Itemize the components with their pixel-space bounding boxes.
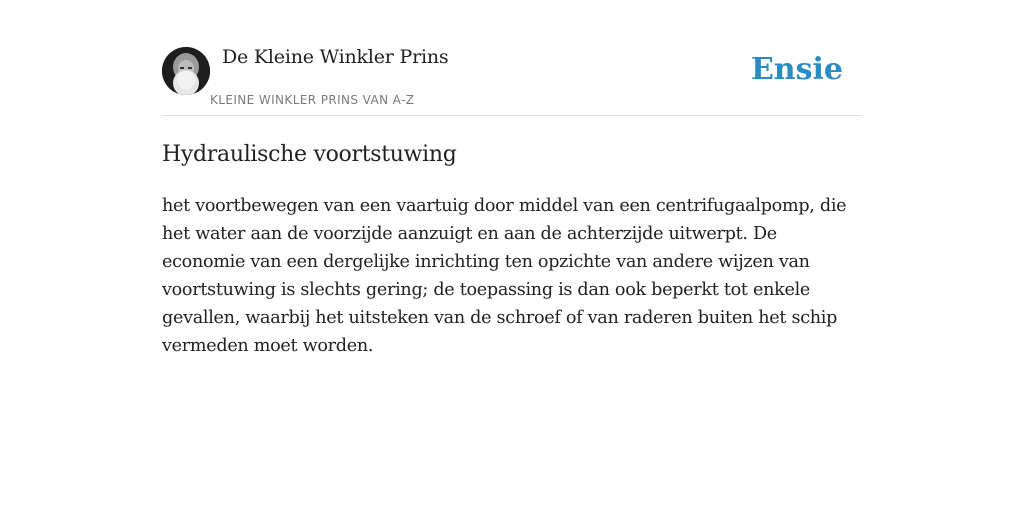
source-title[interactable]: De Kleine Winkler Prins bbox=[222, 46, 449, 68]
brand-logo[interactable]: Ensie bbox=[750, 52, 843, 87]
article-body: het voortbewegen van een vaartuig door middel van een centrifugaalpomp, die het water aan de voorzijde aanzuigt en aan de achterzijde uitwerpt. De economie van een dergelijke inrichting ten opzichte van andere wijzen van voortstuwing is slechts gering; de toepassing is dan ook beperkt tot enkele gevallen, waarbij het uitsteken van de schroef of van raderen buiten het schip vermeden moet worden. bbox=[162, 196, 847, 356]
portrait-avatar-icon[interactable] bbox=[162, 47, 210, 95]
content-container bbox=[162, 0, 862, 360]
source-header bbox=[162, 0, 862, 116]
source-subtitle[interactable]: KLEINE WINKLER PRINS VAN A-Z bbox=[210, 93, 415, 107]
article-title: Hydraulische voortstuwing bbox=[162, 142, 457, 167]
